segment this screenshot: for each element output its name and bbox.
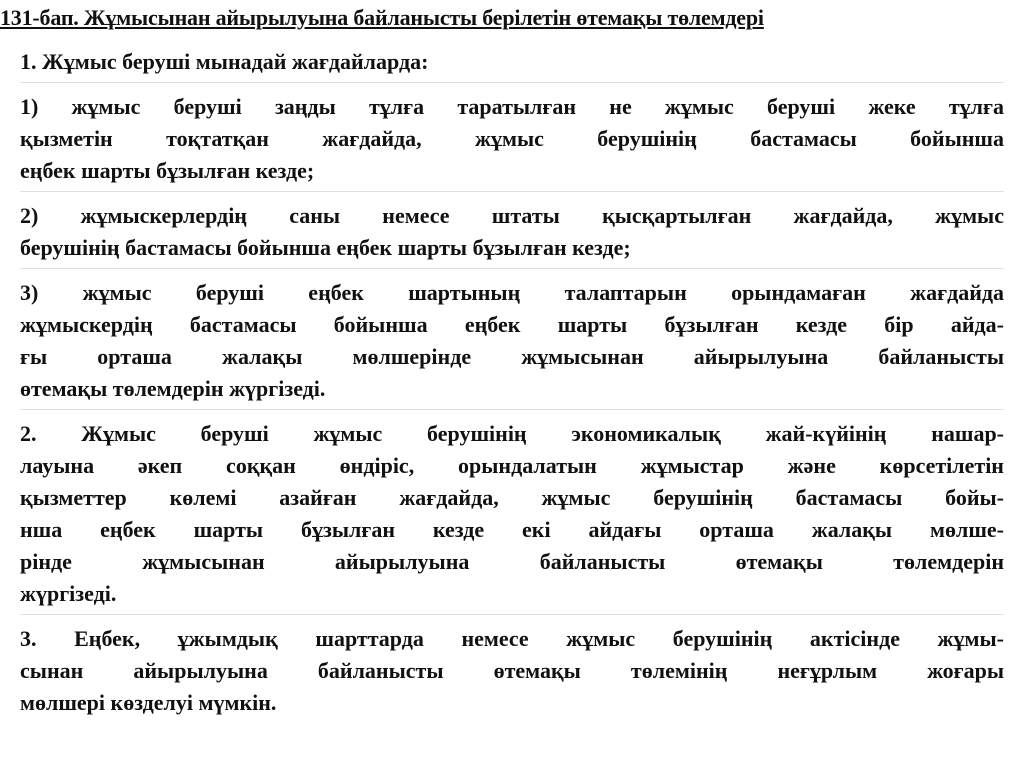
text-line: 2. Жұмыс беруші жұмыс берушінің экономикалық жай-күйінің нашар- [20, 421, 1004, 446]
text-line: 1) жұмыс беруші заңды тұлға таратылған не жұмыс беруші жеке тұлға [20, 94, 1004, 119]
text-line: жұмыскердің бастамасы бойынша еңбек шарты бұзылған кезде бір айда- [20, 312, 1004, 337]
text-line: қызметін тоқтатқан жағдайда, жұмыс берушінің бастамасы бойынша [20, 126, 1004, 151]
text-line: лауына әкеп соққан өндіріс, орындалатын жұмыстар және көрсетілетін [20, 453, 1004, 478]
section-2 [20, 418, 1004, 610]
section-3 [20, 623, 1004, 719]
text-line: өтемақы төлемдерін жүргізеді. [20, 376, 326, 401]
list-item-3 [20, 277, 1004, 405]
text-line: 2) жұмыскерлердің саны немесе штаты қысқартылған жағдайда, жұмыс [20, 203, 1004, 228]
text-line: ғы орташа жалақы мөлшерінде жұмысынан айырылуына байланысты [20, 344, 1004, 369]
text-line: 3. Еңбек, ұжымдық шарттарда немесе жұмыс берушінің актісінде жұмы- [20, 626, 1004, 651]
text-line: сынан айырылуына байланысты өтемақы төлемінің неғұрлым жоғары [20, 658, 1004, 683]
divider [20, 268, 1004, 269]
article-title: 131-бап. Жұмысынан айырылуына байланысты берілетін өтемақы төлемдері [0, 5, 764, 30]
list-item-1 [20, 91, 1004, 187]
text-line: берушінің бастамасы бойынша еңбек шарты бұзылған кезде; [20, 235, 631, 260]
divider [20, 409, 1004, 410]
divider [20, 82, 1004, 83]
text-line: рінде жұмысынан айырылуына байланысты өтемақы төлемдерін [20, 549, 1004, 574]
text-line: еңбек шарты бұзылған кезде; [20, 158, 315, 183]
divider [20, 614, 1004, 615]
divider [20, 191, 1004, 192]
text-line: қызметтер көлемі азайған жағдайда, жұмыс берушінің бастамасы бойы- [20, 485, 1004, 510]
text-line: мөлшері көзделуі мүмкін. [20, 690, 277, 715]
text-line: нша еңбек шарты бұзылған кезде екі айдағы орташа жалақы мөлше- [20, 517, 1004, 542]
article-body [20, 46, 1004, 719]
text-line: жүргізеді. [20, 581, 117, 606]
list-item-2 [20, 200, 1004, 264]
text-line: 1. Жұмыс беруші мынадай жағдайларда: [20, 49, 429, 74]
section-1-intro [20, 46, 1004, 78]
text-line: 3) жұмыс беруші еңбек шартының талаптарын орындамаған жағдайда [20, 280, 1004, 305]
